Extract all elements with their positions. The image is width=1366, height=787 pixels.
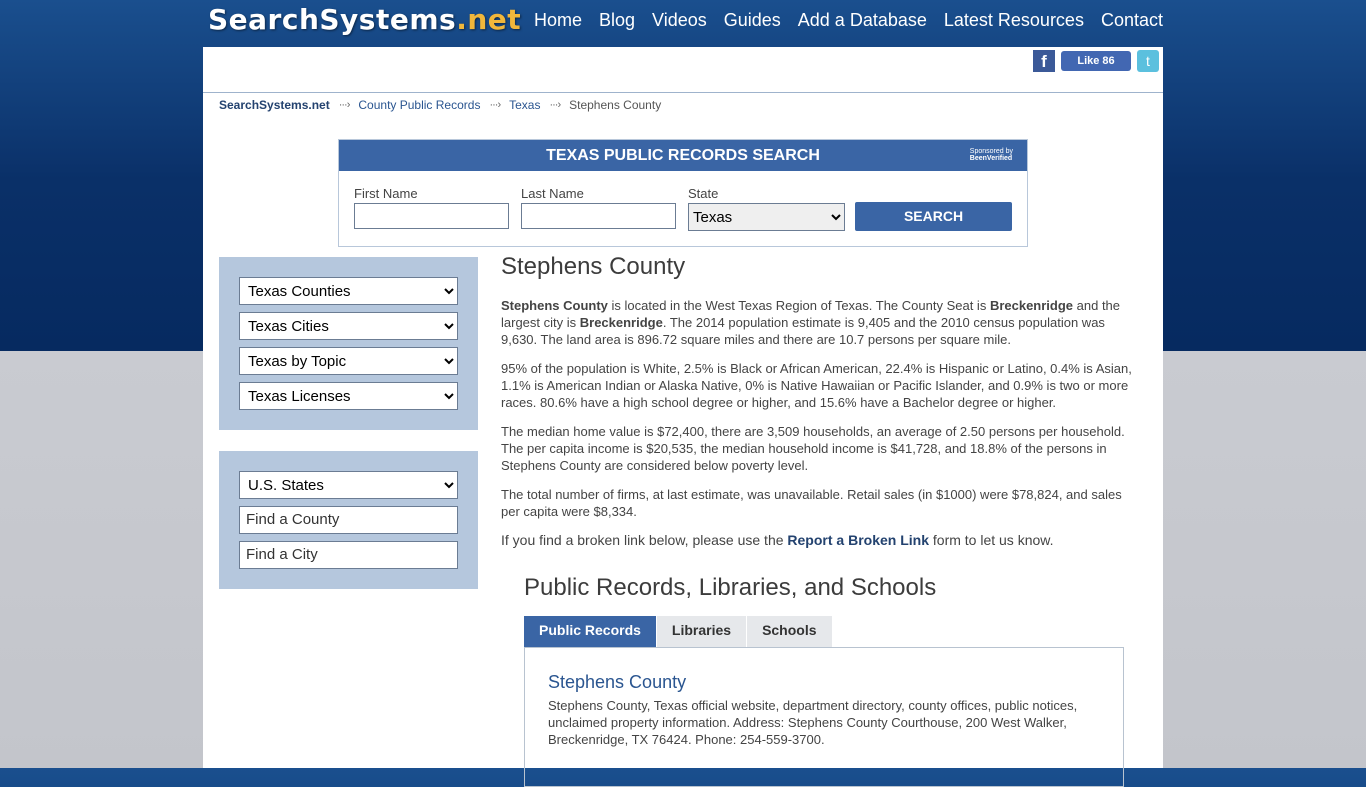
last-name-input[interactable]	[521, 203, 676, 229]
breadcrumb	[219, 98, 661, 112]
texas-counties-select[interactable]	[239, 277, 458, 305]
sponsor-line-2: BeenVerified	[969, 155, 1013, 162]
page-title: Stephens County	[501, 253, 686, 280]
county-info	[501, 253, 1135, 561]
sidebar-texas-nav	[219, 257, 478, 430]
facebook-icon[interactable]: f	[1033, 50, 1055, 72]
records-section	[524, 574, 1124, 787]
first-name-label: First Name	[354, 186, 418, 201]
overview-text: and the largest city is	[501, 298, 1121, 330]
records-section-title: Public Records, Libraries, and Schools	[524, 574, 937, 601]
broken-link-notice	[501, 532, 1135, 549]
records-search-box	[338, 139, 1028, 247]
county-overview	[501, 297, 1135, 348]
record-link[interactable]: Stephens County	[548, 672, 687, 692]
state-label: State	[688, 186, 719, 201]
search-button[interactable]: SEARCH	[855, 202, 1012, 231]
breadcrumb-separator: ···›	[489, 99, 501, 111]
logo-tld: .net	[456, 3, 522, 36]
top-bar	[203, 0, 1163, 46]
sponsor-logo	[970, 148, 1013, 162]
content-page	[203, 47, 1163, 768]
logo-main: SearchSystems	[208, 3, 457, 36]
last-name-field-group	[521, 186, 676, 229]
tab-schools[interactable]: Schools	[747, 616, 831, 647]
texas-by-topic-select[interactable]	[239, 347, 458, 375]
nav-home[interactable]: Home	[533, 10, 582, 30]
breadcrumb-current: Stephens County	[569, 98, 662, 112]
record-description: Stephens County, Texas official website, department directory, county offices, public notices, unclaimed property information. Address: Stephens County Courthouse, 200 West Walker, Breckenridge, TX 76424. Phone: 254-559-3700.	[548, 698, 1078, 747]
first-name-field-group	[354, 186, 509, 229]
notice-text: form to let us know.	[929, 532, 1054, 548]
twitter-icon[interactable]: t	[1137, 50, 1159, 72]
social-bar	[203, 47, 1163, 93]
first-name-input[interactable]	[354, 203, 509, 229]
breadcrumb-separator: ···›	[338, 99, 350, 111]
state-select[interactable]	[688, 203, 845, 231]
tab-public-records[interactable]: Public Records	[524, 616, 656, 647]
records-panel	[524, 647, 1124, 787]
nav-blog[interactable]: Blog	[598, 10, 636, 30]
breadcrumb-texas[interactable]: Texas	[509, 98, 541, 112]
find-city-input[interactable]: Find a City	[239, 541, 458, 569]
report-broken-link[interactable]: Report a Broken Link	[787, 532, 929, 548]
breadcrumb-separator: ···›	[549, 99, 561, 111]
records-tabs	[524, 616, 1124, 647]
search-title: TEXAS PUBLIC RECORDS SEARCH	[546, 147, 820, 164]
search-header	[339, 140, 1027, 171]
texas-cities-select[interactable]	[239, 312, 458, 340]
nav-latest-resources[interactable]: Latest Resources	[943, 10, 1084, 30]
main-nav	[517, 10, 1163, 31]
state-field-group	[688, 186, 845, 231]
facebook-like-button[interactable]: Like 86	[1061, 51, 1131, 71]
nav-add-database[interactable]: Add a Database	[797, 10, 927, 30]
last-name-label: Last Name	[521, 186, 584, 201]
us-states-select[interactable]	[239, 471, 458, 499]
breadcrumb-home[interactable]: SearchSystems.net	[219, 98, 330, 112]
find-county-input[interactable]: Find a County	[239, 506, 458, 534]
county-name: Stephens County	[501, 298, 608, 313]
economics-paragraph: The median home value is $72,400, there are 3,509 households, an average of 2.50 persons per household. The per capita income is $20,535, the median household income is $41,728, and 18.8% of the persons in Stephens County are considered below poverty level.	[501, 424, 1125, 473]
tab-libraries[interactable]: Libraries	[657, 616, 746, 647]
nav-videos[interactable]: Videos	[652, 10, 707, 30]
overview-text: is located in the West Texas Region of Texas. The County Seat is	[607, 298, 990, 313]
sponsor-line-1: Sponsored by	[969, 148, 1013, 155]
county-seat: Breckenridge	[989, 298, 1074, 313]
site-logo[interactable]	[208, 3, 521, 36]
texas-licenses-select[interactable]	[239, 382, 458, 410]
overview-text: . The 2014 population estimate is 9,405 and the 2010 census population was 9,630. The land area is 896.72 square miles and there are 10.7 persons per square mile.	[501, 315, 1105, 347]
breadcrumb-county-records[interactable]: County Public Records	[358, 98, 481, 112]
business-paragraph: The total number of firms, at last estimate, was unavailable. Retail sales (in $1000) were $78,824, and sales per capita were $8,334.	[501, 487, 1122, 519]
demographics-paragraph: 95% of the population is White, 2.5% is Black or African American, 22.4% is Hispanic or Latino, 0.4% is Asian, 1.1% is American Indian or Alaska Native, 0% is Native Hawaiian or Pacific Islander, and 0.9% is two or more races. 80.6% have a high school degree or higher, and 15.6% have a Bachelor degree or higher.	[501, 361, 1132, 410]
largest-city: Breckenridge	[579, 315, 663, 330]
notice-text: If you find a broken link below, please use the	[501, 532, 788, 548]
nav-guides[interactable]: Guides	[723, 10, 781, 30]
nav-contact[interactable]: Contact	[1100, 10, 1163, 30]
sidebar-us-nav	[219, 451, 478, 589]
